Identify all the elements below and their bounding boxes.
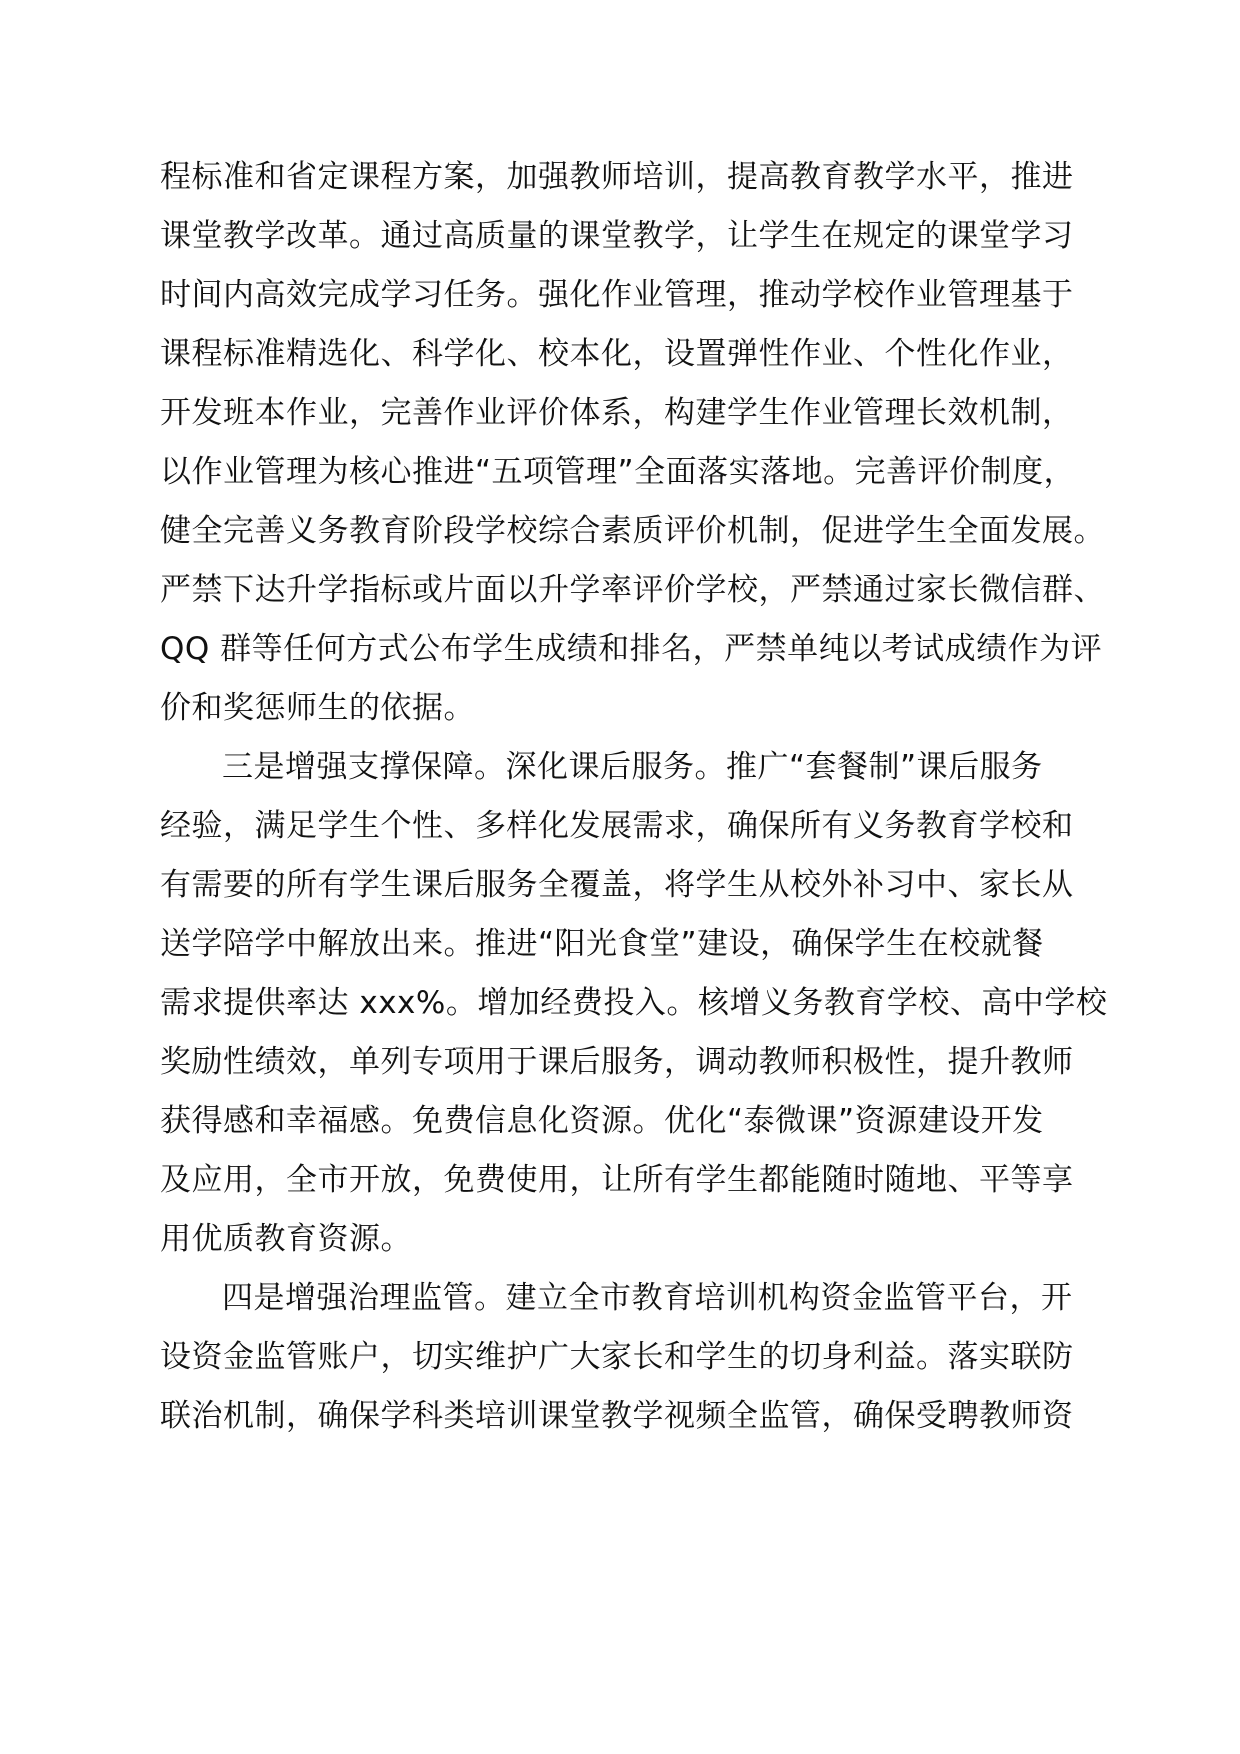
text-line: 获得感和幸福感。免费信息化资源。优化“泰微课”资源建设开发 [160,1103,1044,1139]
text-line: 课堂教学改革。通过高质量的课堂教学，让学生在规定的课堂学习 [160,218,1074,254]
text-line: 联治机制，确保学科类培训课堂教学视频全监管，确保受聘教师资 [160,1398,1074,1434]
text-line: 设资金监管账户，切实维护广大家长和学生的切身利益。落实联防 [160,1339,1074,1375]
text-line: 价和奖惩师生的依据。 [160,690,475,726]
paragraph-start-line: 四是增强治理监管。建立全市教育培训机构资金监管平台，开 [222,1280,1073,1316]
text-line: 程标准和省定课程方案，加强教师培训，提高教育教学水平，推进 [160,159,1074,195]
text-line: 用优质教育资源。 [160,1221,412,1257]
text-line: 需求提供率达 xxx%。增加经费投入。核增义务教育学校、高中学校 [160,985,1108,1021]
text-line: 经验，满足学生个性、多样化发展需求，确保所有义务教育学校和 [160,808,1074,844]
text-line: 及应用，全市开放，免费使用，让所有学生都能随时随地、平等享 [160,1162,1074,1198]
text-line: 严禁下达升学指标或片面以升学率评价学校，严禁通过家长微信群、 [160,572,1105,608]
text-line: QQ 群等任何方式公布学生成绩和排名，严禁单纯以考试成绩作为评 [160,631,1103,667]
text-line: 以作业管理为核心推进“五项管理”全面落实落地。完善评价制度， [160,454,1076,490]
text-line: 开发班本作业，完善作业评价体系，构建学生作业管理长效机制， [160,395,1074,431]
paragraph-start-line: 三是增强支撑保障。深化课后服务。推广“套餐制”课后服务 [222,749,1043,785]
text-line: 课程标准精选化、科学化、校本化，设置弹性作业、个性化作业， [160,336,1074,372]
text-line: 奖励性绩效，单列专项用于课后服务，调动教师积极性，提升教师 [160,1044,1074,1080]
text-line: 有需要的所有学生课后服务全覆盖，将学生从校外补习中、家长从 [160,867,1074,903]
text-line: 送学陪学中解放出来。推进“阳光食堂”建设，确保学生在校就餐 [160,926,1044,962]
text-line: 健全完善义务教育阶段学校综合素质评价机制，促进学生全面发展。 [160,513,1105,549]
text-line: 时间内高效完成学习任务。强化作业管理，推动学校作业管理基于 [160,277,1074,313]
